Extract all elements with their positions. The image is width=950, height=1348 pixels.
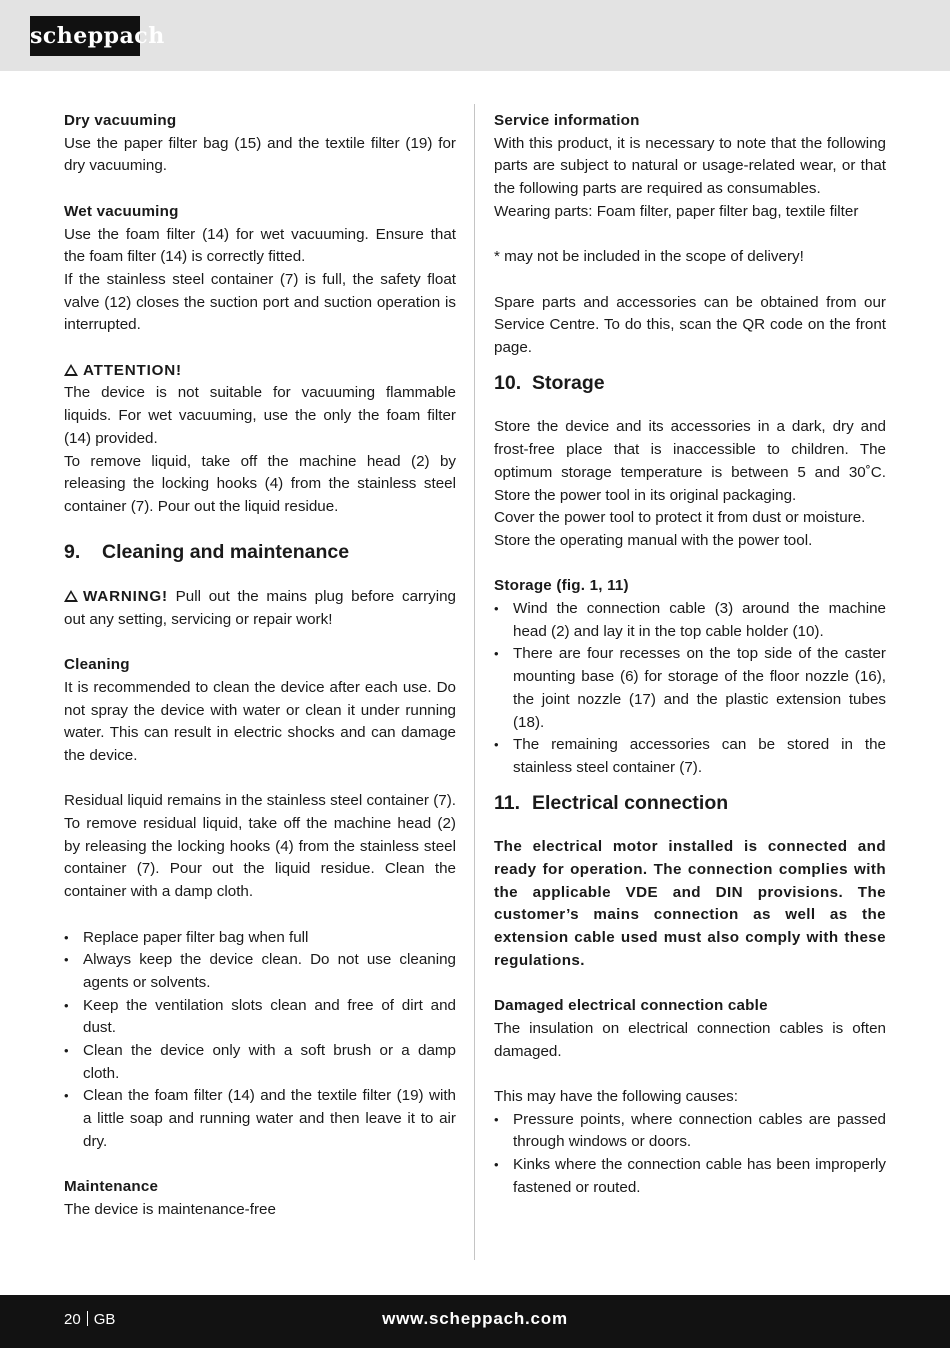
list-item: • Pressure points, where connection cables are passed through windows or doors. xyxy=(494,1109,886,1154)
dry-vacuuming-heading: Dry vacuuming xyxy=(64,112,177,129)
dry-vacuuming-text: Use the paper filter bag (15) and the textile filter (19) for dry vacuuming. xyxy=(64,134,456,175)
page-footer xyxy=(0,1295,950,1348)
page-number: 20 xyxy=(64,1311,81,1328)
wet-vacuuming-heading: Wet vacuuming xyxy=(64,202,179,220)
storage-text-3: Store the operating manual with the power tool. xyxy=(494,531,813,549)
maintenance-heading: Maintenance xyxy=(64,1178,159,1196)
section-9-number: 9. xyxy=(64,541,81,564)
list-item: • Replace paper filter bag when full xyxy=(64,927,456,950)
list-item: • There are four recesses on the top side of the caster mounting base (6) for storage of the floor nozzle (16), the joint nozzle (17) and the plastic extension tubes (18). xyxy=(494,643,886,734)
section-10-number: 10. xyxy=(494,371,522,394)
brand-logo: scheppach xyxy=(30,16,140,56)
right-column xyxy=(494,110,886,1200)
causes-bullet-list xyxy=(494,1109,886,1200)
scope-note: * may not be included in the scope of delivery! xyxy=(494,248,804,266)
cleaning-heading: Cleaning xyxy=(64,656,130,674)
warning-paragraph xyxy=(64,586,456,631)
language-code: GB xyxy=(93,1311,116,1328)
list-item: • The remaining accessories can be stored in the stainless steel container (7). xyxy=(494,734,886,779)
section-11-title: Electrical connection xyxy=(532,791,729,814)
warning-triangle-icon xyxy=(64,364,78,376)
warning-text: Pull out the mains plug before carrying out any setting, servicing or repair work! xyxy=(64,588,456,628)
list-item: • Kinks where the connection cable has been improperly fastened or routed. xyxy=(494,1154,886,1199)
wearing-parts-text: Wearing parts: Foam filter, paper filter bag, textile filter xyxy=(494,202,859,220)
attention-text-2: To remove liquid, take off the machine head (2) by releasing the locking hooks (4) from the stainless steel container (7). Pour out the liquid residue. xyxy=(64,452,456,515)
list-item: • Wind the connection cable (3) around the machine head (2) and lay it in the top cable holder (10). xyxy=(494,598,886,643)
list-item: • Clean the foam filter (14) and the textile filter (19) with a little soap and running water and then leave it to air dry. xyxy=(64,1085,456,1153)
left-column xyxy=(64,110,456,1222)
list-item: • Always keep the device clean. Do not use cleaning agents or solvents. xyxy=(64,949,456,994)
attention-heading xyxy=(64,360,456,383)
warning-triangle-icon xyxy=(64,590,78,602)
list-item: • Keep the ventilation slots clean and free of dirt and dust. xyxy=(64,995,456,1040)
section-11-heading xyxy=(494,792,886,814)
cleaning-text: It is recommended to clean the device after each use. Do not spray the device with water or clean it under running water. This can result in electric shocks and can damage the device. xyxy=(64,678,456,764)
storage-bullet-list xyxy=(494,598,886,780)
storage-text-2: Cover the power tool to protect it from dust or moisture. xyxy=(494,509,866,527)
warning-label: WARNING! xyxy=(83,588,168,605)
storage-fig-heading: Storage (fig. 1, 11) xyxy=(494,577,629,595)
wet-vacuuming-text-2: If the stainless steel container (7) is full, the safety float valve (12) closes the suction port and suction operation is interrupted. xyxy=(64,270,456,334)
attention-text: The device is not suitable for vacuuming flammable liquids. For wet vacuuming, use the only the foam filter (14) provided. xyxy=(64,384,456,447)
maintenance-text: The device is maintenance-free xyxy=(64,1200,276,1218)
page-header xyxy=(0,0,950,71)
list-item: • Clean the device only with a soft brush or a damp cloth. xyxy=(64,1040,456,1085)
column-divider xyxy=(474,104,475,1260)
damaged-cable-text: The insulation on electrical connection cables is often damaged. xyxy=(494,1019,886,1060)
wet-vacuuming-text: Use the foam filter (14) for wet vacuuming. Ensure that the foam filter (14) is correctly fitted. xyxy=(64,225,456,266)
residual-liquid-text: Residual liquid remains in the stainless steel container (7). To remove residual liquid, take off the machine head (2) by releasing the locking hooks (4) from the stainless steel container (7). Pour out the liquid residue. Clean the container with a damp cloth. xyxy=(64,792,456,901)
service-information-heading: Service information xyxy=(494,112,640,129)
section-11-number: 11. xyxy=(494,791,521,814)
storage-text: Store the device and its accessories in a dark, dry and frost-free place that is inaccessible to children. The optimum storage temperature is between 5 and 30˚C. Store the power tool in its original packaging. xyxy=(494,418,886,504)
damaged-cable-heading: Damaged electrical connection cable xyxy=(494,997,768,1015)
section-10-title: Storage xyxy=(532,371,605,394)
causes-text: This may have the following causes: xyxy=(494,1088,738,1106)
spare-parts-text: Spare parts and accessories can be obtained from our Service Centre. To do this, scan the QR code on the front page. xyxy=(494,293,886,356)
cleaning-bullet-list xyxy=(64,927,456,1154)
service-information-text: With this product, it is necessary to note that the following parts are subject to natural or usage-related wear, or that the following parts are required as consumables. xyxy=(494,134,886,198)
section-10-heading xyxy=(494,372,886,394)
attention-label: ATTENTION! xyxy=(83,361,182,379)
website-link[interactable]: www.scheppach.com xyxy=(382,1309,568,1328)
section-9-heading xyxy=(64,541,456,563)
electrical-connection-notice: The electrical motor installed is connected and ready for operation. The connection complies with the applicable VDE and DIN provisions. The customer’s mains connection as well as the extension cable used must also comply with these regulations. xyxy=(494,838,886,969)
section-9-title: Cleaning and maintenance xyxy=(102,541,350,564)
